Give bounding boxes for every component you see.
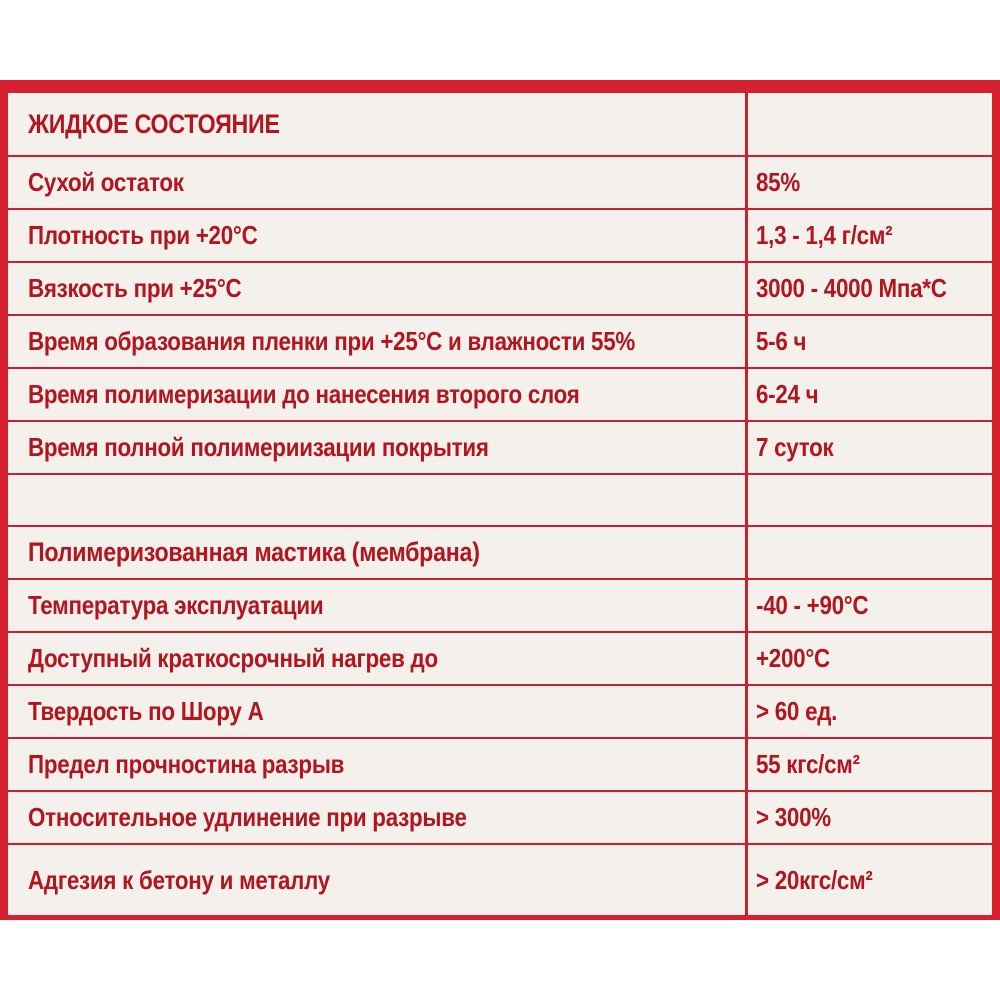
row-value: -40 - +90°С	[756, 590, 869, 620]
table-row	[8, 422, 992, 475]
row-value: > 60 ед.	[756, 696, 838, 726]
table-row	[8, 316, 992, 369]
row-value: 6-24 ч	[756, 379, 819, 409]
section-heading-liquid	[8, 93, 992, 157]
table-row	[8, 580, 992, 633]
row-label: Температура эксплуатации	[28, 590, 324, 620]
row-value: 3000 - 4000 Мпа*С	[756, 273, 947, 303]
table-row	[8, 845, 992, 915]
spec-table	[8, 93, 992, 915]
row-value: +200°С	[756, 643, 830, 673]
table-row	[8, 792, 992, 845]
row-value: 85%	[756, 167, 800, 197]
row-label: Вязкость при +25°С	[28, 273, 242, 303]
empty-row	[8, 475, 992, 527]
table-row	[8, 686, 992, 739]
table-row	[8, 633, 992, 686]
row-label: Относительное удлинение при разрыве	[28, 802, 467, 832]
row-label: Время полной полимериизации покрытия	[28, 432, 489, 462]
row-label: Время полимеризации до нанесения второго слоя	[28, 379, 580, 409]
row-label: Плотность при +20°С	[28, 220, 258, 250]
table-row	[8, 157, 992, 210]
row-label: Твердость по Шору А	[28, 696, 264, 726]
section-title-liquid: ЖИДКОЕ СОСТОЯНИЕ	[28, 108, 280, 139]
row-value: 1,3 - 1,4 г/см²	[756, 220, 893, 250]
row-label: Адгезия к бетону и металлу	[28, 864, 330, 895]
section-heading-membrane	[8, 527, 992, 580]
row-value: > 300%	[756, 802, 831, 832]
row-label: Предел прочностина разрыв	[28, 749, 345, 779]
table-row	[8, 210, 992, 263]
row-value: > 20кгс/см²	[756, 864, 873, 895]
table-row	[8, 369, 992, 422]
section-title-membrane: Полимеризованная мастика (мембрана)	[28, 537, 480, 567]
row-value: 7 суток	[756, 432, 834, 462]
table-row	[8, 263, 992, 316]
row-value: 55 кгс/см²	[756, 749, 860, 779]
row-label: Доступный краткосрочный нагрев до	[28, 643, 438, 673]
row-value: 5-6 ч	[756, 326, 807, 356]
row-label: Время образования пленки при +25°С и влажности 55%	[28, 326, 636, 356]
table-row	[8, 739, 992, 792]
row-label: Сухой остаток	[28, 167, 184, 197]
label-frame	[0, 80, 1000, 920]
